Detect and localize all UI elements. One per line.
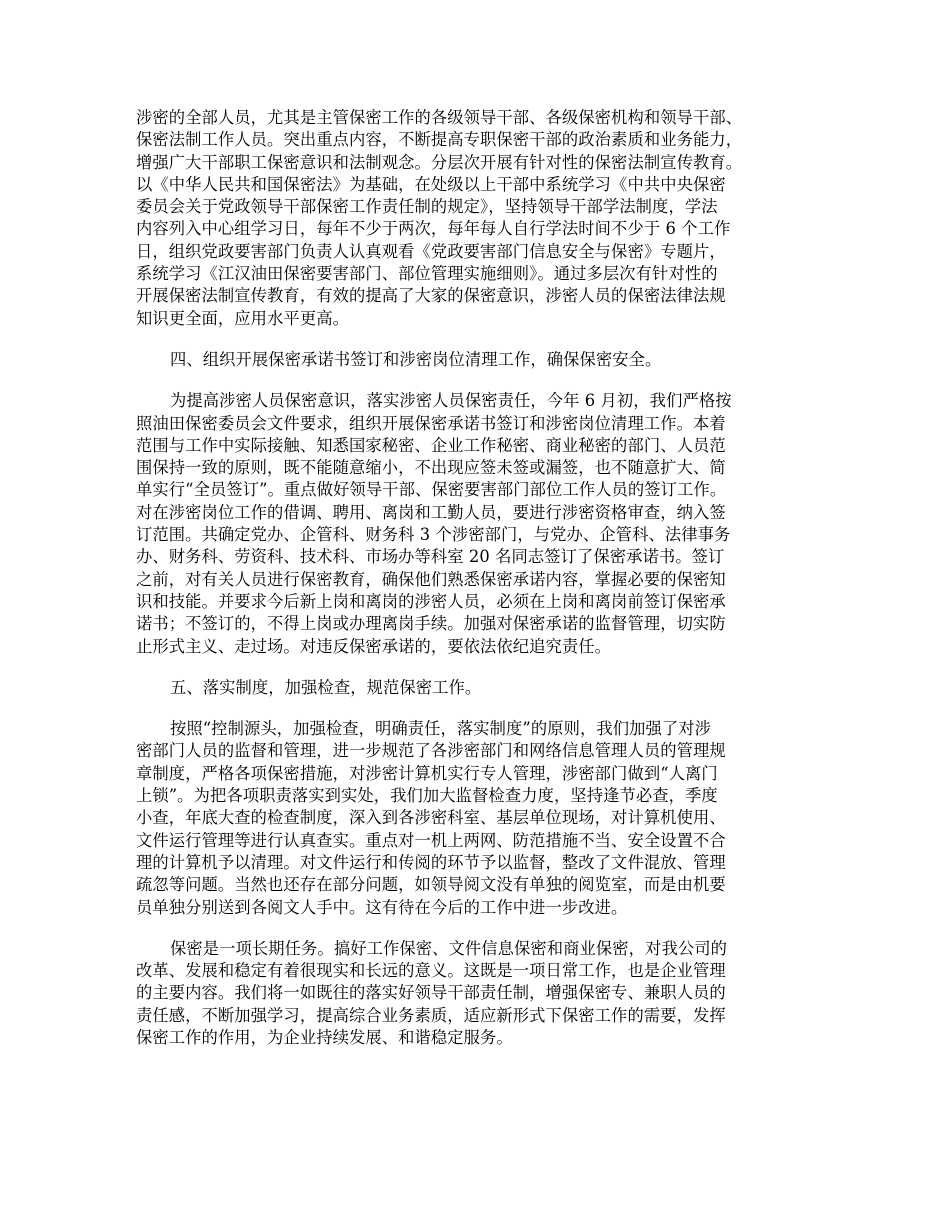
paragraph-spacer [136, 699, 821, 718]
text-line: 涉密的全部人员，尤其是主管保密工作的各级领导干部、各级保密机构和领导干部、 [136, 108, 743, 127]
text-line: 日，组织党政要害部门负责人认真观看《党政要害部门信息安全与保密》专题片， [136, 241, 726, 261]
heading-line: 四、组织开展保密承诺书签订和涉密岗位清理工作，确保保密安全。 [170, 349, 662, 369]
text-line: 办、财务科、劳资科、技术科、市场办等科室 20 名同志签订了保密承诺书。签订 [136, 547, 725, 567]
heading-line: 五、落实制度，加强检查，规范保密工作。 [170, 677, 482, 697]
text-line: 疏忽等问题。当然也还存在部分问题，如领导阅文没有单独的阅览室，而是由机要 [136, 875, 726, 895]
text-line: 之前，对有关人员进行保密教育，确保他们熟悉保密承诺内容，掌握必要的保密知 [136, 569, 726, 589]
text-line: 止形式主义、走过场。对违反保密承诺的，要依法依纪追究责任。 [136, 636, 612, 656]
text-line: 照油田保密委员会文件要求，组织开展保密承诺书签订和涉密岗位清理工作。本着 [136, 413, 726, 433]
text-line: 的主要内容。我们将一如既往的落实好领导干部责任制，增强保密专、兼职人员的 [136, 983, 726, 1003]
text-line: 内容列入中心组学习日，每年不少于两次，每年每人自行学法时间不少于 6 个工作 [136, 219, 731, 239]
text-line: 识和技能。并要求今后新上岗和离岗的涉密人员，必须在上岗和离岗前签订保密承 [136, 591, 726, 611]
text-line: 知识更全面，应用水平更高。 [136, 308, 349, 328]
section-heading-5 [136, 677, 821, 699]
text-line: 密部门人员的监督和管理，进一步规范了各涉密部门和网络信息管理人员的管理规 [136, 741, 726, 761]
paragraph-spacer [136, 919, 821, 938]
document-page [136, 107, 821, 1049]
text-line: 为提高涉密人员保密意识，落实涉密人员保密责任，今年 6 月初，我们严格按 [170, 391, 732, 411]
text-line: 按照“控制源头，加强检查，明确责任，落实制度”的原则，我们加强了对涉 [170, 719, 712, 739]
paragraph-spacer [136, 371, 821, 390]
text-line: 增强广大干部职工保密意识和法制观念。分层次开展有针对性的保密法制宣传教育。 [136, 152, 743, 172]
text-line: 上锁”。为把各项职责落实到实处，我们加大监督检查力度，坚持逢节必查，季度 [136, 786, 718, 806]
text-line: 以《中华人民共和国保密法》为基础，在处级以上干部中系统学习《中共中央保密 [136, 174, 726, 194]
paragraph-inspection [136, 718, 821, 919]
text-line: 文件运行管理等进行认真查实。重点对一机上两网、防范措施不当、安全设置不合 [136, 830, 726, 850]
text-line: 范围与工作中实际接触、知悉国家秘密、企业工作秘密、商业秘密的部门、人员范 [136, 435, 726, 455]
text-line: 委员会关于党政领导干部保密工作责任制的规定》，坚持领导干部学法制度，学法 [136, 197, 718, 217]
text-line: 对在涉密岗位工作的借调、聘用、离岗和工勤人员，要进行涉密资格审查，纳入签 [136, 502, 726, 522]
text-line: 章制度，严格各项保密措施，对涉密计算机实行专人管理，涉密部门做到“人离门 [136, 763, 718, 783]
text-line: 围保持一致的原则，既不能随意缩小，不出现应签未签或漏签，也不随意扩大、简 [136, 458, 726, 478]
text-line: 开展保密法制宣传教育，有效的提高了大家的保密意识，涉密人员的保密法律法规 [136, 286, 726, 306]
section-heading-4 [136, 349, 821, 371]
paragraph-intro [136, 107, 821, 330]
text-line: 保密法制工作人员。突出重点内容，不断提高专职保密干部的政治素质和业务能力， [136, 130, 743, 150]
text-line: 保密工作的作用，为企业持续发展、和谐稳定服务。 [136, 1027, 513, 1047]
text-line: 责任感，不断加强学习，提高综合业务素质，适应新形式下保密工作的需要，发挥 [136, 1005, 726, 1025]
paragraph-spacer [136, 330, 821, 349]
text-line: 改革、发展和稳定有着很现实和长远的意义。这既是一项日常工作，也是企业管理 [136, 961, 726, 981]
text-line: 订范围。共确定党办、企管科、财务科 3 个涉密部门，与党办、企管科、法律事务 [136, 525, 731, 545]
text-line: 单实行“全员签订”。重点做好领导干部、保密要害部门部位工作人员的签订工作。 [136, 480, 727, 500]
paragraph-commitment [136, 390, 821, 658]
text-line: 保密是一项长期任务。搞好工作保密、文件信息保密和商业保密，对我公司的 [170, 938, 727, 958]
paragraph-spacer [136, 658, 821, 677]
text-line: 系统学习《江汉油田保密要害部门、部位管理实施细则》。通过多层次有针对性的 [136, 264, 718, 284]
text-line: 小查，年底大查的检查制度，深入到各涉密科室、基层单位现场，对计算机使用、 [136, 808, 726, 828]
text-line: 诺书；不签订的，不得上岗或办理离岗手续。加强对保密承诺的监督管理，切实防 [136, 614, 726, 634]
text-line: 员单独分别送到各阅文人手中。这有待在今后的工作中进一步改进。 [136, 897, 628, 917]
paragraph-conclusion [136, 938, 821, 1049]
text-line: 理的计算机予以清理。对文件运行和传阅的环节予以监督，整改了文件混放、管理 [136, 852, 726, 872]
